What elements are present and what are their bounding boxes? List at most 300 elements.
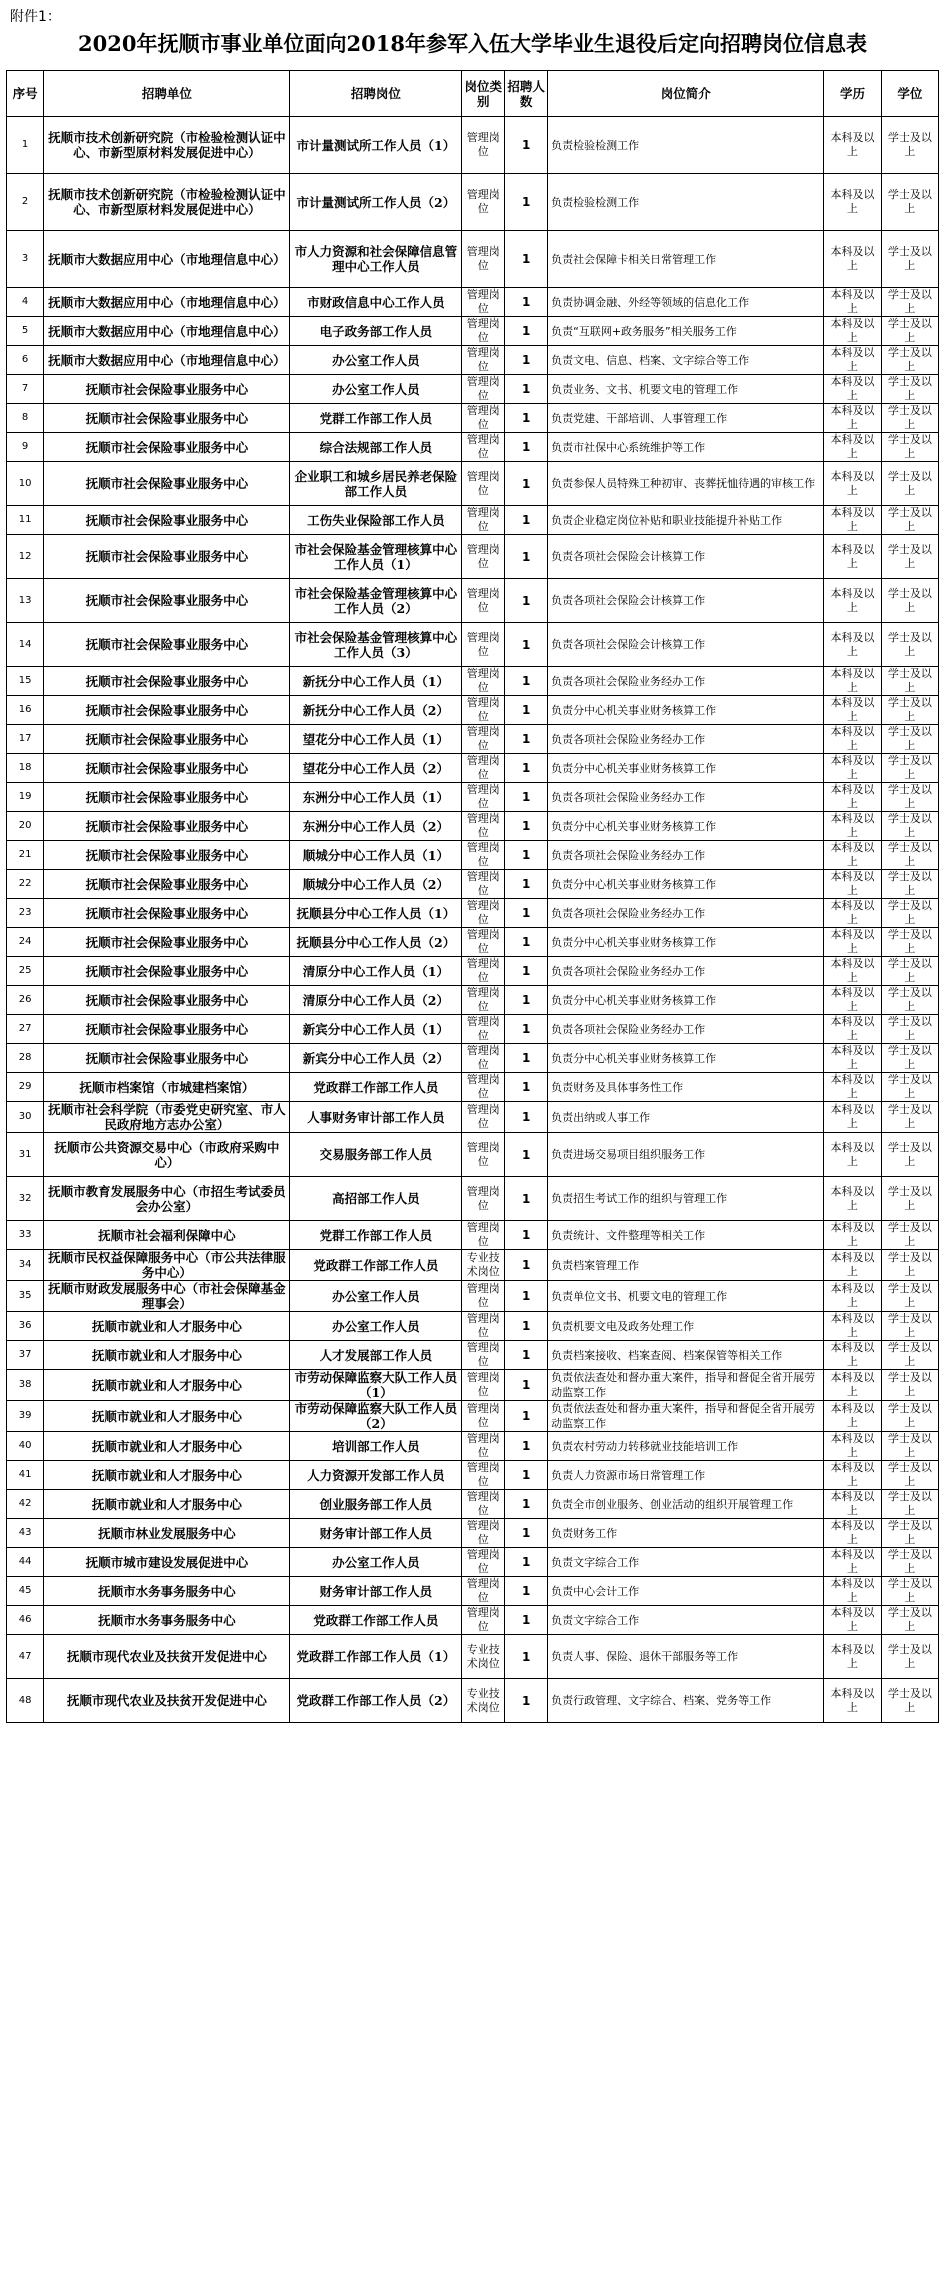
row-post: 办公室工作人员 bbox=[290, 1312, 462, 1341]
row-intro: 负责分中心机关事业财务核算工作 bbox=[548, 928, 824, 957]
row-count: 1 bbox=[505, 1432, 548, 1461]
row-category: 管理岗位 bbox=[462, 404, 505, 433]
row-category: 专业技术岗位 bbox=[462, 1250, 505, 1281]
row-no: 13 bbox=[7, 579, 44, 623]
row-post: 市计量测试所工作人员（2） bbox=[290, 174, 462, 231]
row-unit: 抚顺市社会福利保障中心 bbox=[44, 1221, 290, 1250]
table-row bbox=[7, 1341, 939, 1370]
table-row bbox=[7, 986, 939, 1015]
row-unit: 抚顺市现代农业及扶贫开发促进中心 bbox=[44, 1679, 290, 1723]
row-degree: 学士及以上 bbox=[881, 1102, 938, 1133]
row-degree: 学士及以上 bbox=[881, 1679, 938, 1723]
table-row bbox=[7, 1133, 939, 1177]
row-count: 1 bbox=[505, 1015, 548, 1044]
row-intro: 负责各项社会保险业务经办工作 bbox=[548, 841, 824, 870]
row-intro: 负责行政管理、文字综合、档案、党务等工作 bbox=[548, 1679, 824, 1723]
row-intro: 负责各项社会保险业务经办工作 bbox=[548, 783, 824, 812]
row-degree: 学士及以上 bbox=[881, 579, 938, 623]
row-degree: 学士及以上 bbox=[881, 783, 938, 812]
row-unit: 抚顺市社会保险事业服务中心 bbox=[44, 535, 290, 579]
row-degree: 学士及以上 bbox=[881, 433, 938, 462]
row-count: 1 bbox=[505, 1401, 548, 1432]
table-row bbox=[7, 1401, 939, 1432]
row-unit: 抚顺市社会保险事业服务中心 bbox=[44, 667, 290, 696]
row-unit: 抚顺市就业和人才服务中心 bbox=[44, 1341, 290, 1370]
table-row bbox=[7, 375, 939, 404]
row-education: 本科及以上 bbox=[824, 1635, 881, 1679]
row-unit: 抚顺市大数据应用中心（市地理信息中心） bbox=[44, 346, 290, 375]
row-education: 本科及以上 bbox=[824, 725, 881, 754]
row-intro: 负责各项社会保险业务经办工作 bbox=[548, 1015, 824, 1044]
row-post: 新宾分中心工作人员（1） bbox=[290, 1015, 462, 1044]
row-degree: 学士及以上 bbox=[881, 986, 938, 1015]
row-post: 党群工作部工作人员 bbox=[290, 404, 462, 433]
job-table bbox=[6, 70, 939, 1723]
row-category: 管理岗位 bbox=[462, 1370, 505, 1401]
table-row bbox=[7, 1635, 939, 1679]
row-education: 本科及以上 bbox=[824, 957, 881, 986]
table-row bbox=[7, 231, 939, 288]
table-row bbox=[7, 1102, 939, 1133]
table-row bbox=[7, 1281, 939, 1312]
row-count: 1 bbox=[505, 1312, 548, 1341]
row-unit: 抚顺市就业和人才服务中心 bbox=[44, 1432, 290, 1461]
row-education: 本科及以上 bbox=[824, 1281, 881, 1312]
row-intro: 负责各项社会保险会计核算工作 bbox=[548, 579, 824, 623]
row-unit: 抚顺市社会保险事业服务中心 bbox=[44, 841, 290, 870]
row-post: 交易服务部工作人员 bbox=[290, 1133, 462, 1177]
row-intro: 负责单位文书、机要文电的管理工作 bbox=[548, 1281, 824, 1312]
row-degree: 学士及以上 bbox=[881, 174, 938, 231]
row-no: 19 bbox=[7, 783, 44, 812]
row-category: 管理岗位 bbox=[462, 1312, 505, 1341]
row-count: 1 bbox=[505, 433, 548, 462]
header-education: 学历 bbox=[824, 71, 881, 117]
row-intro: 负责业务、文书、机要文电的管理工作 bbox=[548, 375, 824, 404]
row-post: 办公室工作人员 bbox=[290, 346, 462, 375]
row-education: 本科及以上 bbox=[824, 1044, 881, 1073]
header-row bbox=[7, 71, 939, 117]
row-count: 1 bbox=[505, 1044, 548, 1073]
row-degree: 学士及以上 bbox=[881, 1548, 938, 1577]
row-count: 1 bbox=[505, 841, 548, 870]
row-no: 27 bbox=[7, 1015, 44, 1044]
table-row bbox=[7, 725, 939, 754]
row-category: 管理岗位 bbox=[462, 462, 505, 506]
row-degree: 学士及以上 bbox=[881, 506, 938, 535]
row-count: 1 bbox=[505, 231, 548, 288]
row-count: 1 bbox=[505, 375, 548, 404]
row-degree: 学士及以上 bbox=[881, 375, 938, 404]
row-education: 本科及以上 bbox=[824, 841, 881, 870]
header-intro: 岗位简介 bbox=[548, 71, 824, 117]
row-category: 管理岗位 bbox=[462, 1281, 505, 1312]
row-education: 本科及以上 bbox=[824, 1250, 881, 1281]
row-no: 40 bbox=[7, 1432, 44, 1461]
row-count: 1 bbox=[505, 506, 548, 535]
row-intro: 负责分中心机关事业财务核算工作 bbox=[548, 696, 824, 725]
row-post: 财务审计部工作人员 bbox=[290, 1577, 462, 1606]
table-row bbox=[7, 1250, 939, 1281]
row-post: 办公室工作人员 bbox=[290, 1548, 462, 1577]
row-count: 1 bbox=[505, 117, 548, 174]
row-intro: 负责社会保障卡相关日常管理工作 bbox=[548, 231, 824, 288]
row-degree: 学士及以上 bbox=[881, 317, 938, 346]
row-count: 1 bbox=[505, 1102, 548, 1133]
row-no: 28 bbox=[7, 1044, 44, 1073]
row-post: 清原分中心工作人员（2） bbox=[290, 986, 462, 1015]
row-category: 管理岗位 bbox=[462, 1102, 505, 1133]
row-count: 1 bbox=[505, 1341, 548, 1370]
row-post: 顺城分中心工作人员（2） bbox=[290, 870, 462, 899]
row-education: 本科及以上 bbox=[824, 1461, 881, 1490]
table-row bbox=[7, 812, 939, 841]
row-degree: 学士及以上 bbox=[881, 1635, 938, 1679]
row-education: 本科及以上 bbox=[824, 346, 881, 375]
row-education: 本科及以上 bbox=[824, 1177, 881, 1221]
row-degree: 学士及以上 bbox=[881, 1490, 938, 1519]
row-intro: 负责检验检测工作 bbox=[548, 117, 824, 174]
row-education: 本科及以上 bbox=[824, 1073, 881, 1102]
row-category: 管理岗位 bbox=[462, 1133, 505, 1177]
table-row bbox=[7, 1548, 939, 1577]
row-no: 46 bbox=[7, 1606, 44, 1635]
row-unit: 抚顺市社会保险事业服务中心 bbox=[44, 957, 290, 986]
row-degree: 学士及以上 bbox=[881, 1250, 938, 1281]
row-count: 1 bbox=[505, 1281, 548, 1312]
row-unit: 抚顺市社会保险事业服务中心 bbox=[44, 899, 290, 928]
row-intro: 负责分中心机关事业财务核算工作 bbox=[548, 812, 824, 841]
row-category: 管理岗位 bbox=[462, 1221, 505, 1250]
row-education: 本科及以上 bbox=[824, 1432, 881, 1461]
table-row bbox=[7, 288, 939, 317]
row-intro: 负责各项社会保险业务经办工作 bbox=[548, 667, 824, 696]
row-post: 人事财务审计部工作人员 bbox=[290, 1102, 462, 1133]
table-body bbox=[7, 117, 939, 1723]
row-degree: 学士及以上 bbox=[881, 623, 938, 667]
row-count: 1 bbox=[505, 317, 548, 346]
row-count: 1 bbox=[505, 899, 548, 928]
row-degree: 学士及以上 bbox=[881, 1312, 938, 1341]
row-education: 本科及以上 bbox=[824, 1401, 881, 1432]
row-category: 管理岗位 bbox=[462, 1044, 505, 1073]
row-count: 1 bbox=[505, 579, 548, 623]
row-count: 1 bbox=[505, 404, 548, 433]
row-intro: 负责出纳或人事工作 bbox=[548, 1102, 824, 1133]
row-degree: 学士及以上 bbox=[881, 1401, 938, 1432]
row-intro: 负责机要文电及政务处理工作 bbox=[548, 1312, 824, 1341]
row-no: 18 bbox=[7, 754, 44, 783]
row-no: 36 bbox=[7, 1312, 44, 1341]
row-degree: 学士及以上 bbox=[881, 404, 938, 433]
table-row bbox=[7, 433, 939, 462]
row-intro: 负责档案管理工作 bbox=[548, 1250, 824, 1281]
row-education: 本科及以上 bbox=[824, 579, 881, 623]
row-intro: 负责中心会计工作 bbox=[548, 1577, 824, 1606]
row-intro: 负责全市创业服务、创业活动的组织开展管理工作 bbox=[548, 1490, 824, 1519]
row-degree: 学士及以上 bbox=[881, 870, 938, 899]
row-unit: 抚顺市民权益保障服务中心（市公共法律服务中心） bbox=[44, 1250, 290, 1281]
table-row bbox=[7, 317, 939, 346]
row-education: 本科及以上 bbox=[824, 231, 881, 288]
table-row bbox=[7, 957, 939, 986]
row-intro: 负责各项社会保险会计核算工作 bbox=[548, 535, 824, 579]
header-unit: 招聘单位 bbox=[44, 71, 290, 117]
row-unit: 抚顺市财政发展服务中心（市社会保障基金理事会） bbox=[44, 1281, 290, 1312]
row-category: 管理岗位 bbox=[462, 506, 505, 535]
row-education: 本科及以上 bbox=[824, 462, 881, 506]
row-no: 2 bbox=[7, 174, 44, 231]
row-degree: 学士及以上 bbox=[881, 117, 938, 174]
row-education: 本科及以上 bbox=[824, 1490, 881, 1519]
row-post: 办公室工作人员 bbox=[290, 375, 462, 404]
row-post: 顺城分中心工作人员（1） bbox=[290, 841, 462, 870]
row-category: 管理岗位 bbox=[462, 812, 505, 841]
row-education: 本科及以上 bbox=[824, 506, 881, 535]
row-degree: 学士及以上 bbox=[881, 1606, 938, 1635]
table-row bbox=[7, 1432, 939, 1461]
row-degree: 学士及以上 bbox=[881, 535, 938, 579]
row-count: 1 bbox=[505, 1461, 548, 1490]
row-unit: 抚顺市社会科学院（市委党史研究室、市人民政府地方志办公室） bbox=[44, 1102, 290, 1133]
row-education: 本科及以上 bbox=[824, 1370, 881, 1401]
row-post: 党政群工作部工作人员（1） bbox=[290, 1635, 462, 1679]
table-row bbox=[7, 667, 939, 696]
row-education: 本科及以上 bbox=[824, 783, 881, 812]
row-post: 新宾分中心工作人员（2） bbox=[290, 1044, 462, 1073]
row-unit: 抚顺市社会保险事业服务中心 bbox=[44, 812, 290, 841]
row-post: 创业服务部工作人员 bbox=[290, 1490, 462, 1519]
row-category: 管理岗位 bbox=[462, 1015, 505, 1044]
row-intro: 负责财务及具体事务性工作 bbox=[548, 1073, 824, 1102]
row-degree: 学士及以上 bbox=[881, 1177, 938, 1221]
row-education: 本科及以上 bbox=[824, 870, 881, 899]
table-row bbox=[7, 1461, 939, 1490]
row-no: 22 bbox=[7, 870, 44, 899]
page-title: 2020年抚顺市事业单位面向2018年参军入伍大学毕业生退役后定向招聘岗位信息表 bbox=[78, 31, 867, 56]
header-post: 招聘岗位 bbox=[290, 71, 462, 117]
row-post: 办公室工作人员 bbox=[290, 1281, 462, 1312]
row-count: 1 bbox=[505, 1370, 548, 1401]
row-education: 本科及以上 bbox=[824, 986, 881, 1015]
row-post: 东洲分中心工作人员（2） bbox=[290, 812, 462, 841]
row-count: 1 bbox=[505, 1548, 548, 1577]
row-no: 8 bbox=[7, 404, 44, 433]
row-post: 新抚分中心工作人员（1） bbox=[290, 667, 462, 696]
row-category: 管理岗位 bbox=[462, 317, 505, 346]
row-count: 1 bbox=[505, 725, 548, 754]
row-intro: 负责各项社会保险业务经办工作 bbox=[548, 957, 824, 986]
row-no: 17 bbox=[7, 725, 44, 754]
table-row bbox=[7, 696, 939, 725]
row-count: 1 bbox=[505, 812, 548, 841]
row-intro: 负责分中心机关事业财务核算工作 bbox=[548, 986, 824, 1015]
row-intro: 负责各项社会保险业务经办工作 bbox=[548, 899, 824, 928]
header-no: 序号 bbox=[7, 71, 44, 117]
row-post: 党群工作部工作人员 bbox=[290, 1221, 462, 1250]
row-education: 本科及以上 bbox=[824, 899, 881, 928]
row-intro: 负责党建、干部培训、人事管理工作 bbox=[548, 404, 824, 433]
row-no: 43 bbox=[7, 1519, 44, 1548]
row-unit: 抚顺市林业发展服务中心 bbox=[44, 1519, 290, 1548]
row-education: 本科及以上 bbox=[824, 1519, 881, 1548]
table-row bbox=[7, 841, 939, 870]
row-unit: 抚顺市水务事务服务中心 bbox=[44, 1577, 290, 1606]
row-count: 1 bbox=[505, 1679, 548, 1723]
row-no: 33 bbox=[7, 1221, 44, 1250]
row-degree: 学士及以上 bbox=[881, 346, 938, 375]
row-category: 管理岗位 bbox=[462, 725, 505, 754]
row-post: 市劳动保障监察大队工作人员（2） bbox=[290, 1401, 462, 1432]
row-intro: 负责依法查处和督办重大案件，指导和督促全省开展劳动监察工作 bbox=[548, 1370, 824, 1401]
row-no: 16 bbox=[7, 696, 44, 725]
row-unit: 抚顺市社会保险事业服务中心 bbox=[44, 696, 290, 725]
row-post: 市人力资源和社会保障信息管理中心工作人员 bbox=[290, 231, 462, 288]
row-degree: 学士及以上 bbox=[881, 754, 938, 783]
row-education: 本科及以上 bbox=[824, 288, 881, 317]
row-unit: 抚顺市档案馆（市城建档案馆） bbox=[44, 1073, 290, 1102]
row-count: 1 bbox=[505, 1177, 548, 1221]
row-unit: 抚顺市社会保险事业服务中心 bbox=[44, 1015, 290, 1044]
row-no: 39 bbox=[7, 1401, 44, 1432]
row-category: 管理岗位 bbox=[462, 870, 505, 899]
row-category: 管理岗位 bbox=[462, 288, 505, 317]
row-unit: 抚顺市就业和人才服务中心 bbox=[44, 1312, 290, 1341]
row-unit: 抚顺市就业和人才服务中心 bbox=[44, 1401, 290, 1432]
row-post: 高招部工作人员 bbox=[290, 1177, 462, 1221]
row-degree: 学士及以上 bbox=[881, 696, 938, 725]
row-degree: 学士及以上 bbox=[881, 1519, 938, 1548]
row-intro: 负责档案接收、档案查阅、档案保管等相关工作 bbox=[548, 1341, 824, 1370]
row-count: 1 bbox=[505, 928, 548, 957]
table-row bbox=[7, 117, 939, 174]
row-no: 12 bbox=[7, 535, 44, 579]
row-category: 管理岗位 bbox=[462, 928, 505, 957]
row-unit: 抚顺市社会保险事业服务中心 bbox=[44, 1044, 290, 1073]
row-post: 财务审计部工作人员 bbox=[290, 1519, 462, 1548]
row-category: 管理岗位 bbox=[462, 1577, 505, 1606]
row-unit: 抚顺市社会保险事业服务中心 bbox=[44, 433, 290, 462]
row-count: 1 bbox=[505, 535, 548, 579]
row-degree: 学士及以上 bbox=[881, 899, 938, 928]
row-intro: 负责文电、信息、档案、文字综合等工作 bbox=[548, 346, 824, 375]
table-row bbox=[7, 1312, 939, 1341]
row-count: 1 bbox=[505, 1606, 548, 1635]
row-post: 望花分中心工作人员（1） bbox=[290, 725, 462, 754]
row-education: 本科及以上 bbox=[824, 375, 881, 404]
row-count: 1 bbox=[505, 346, 548, 375]
row-unit: 抚顺市大数据应用中心（市地理信息中心） bbox=[44, 288, 290, 317]
row-intro: 负责分中心机关事业财务核算工作 bbox=[548, 754, 824, 783]
row-category: 管理岗位 bbox=[462, 1548, 505, 1577]
row-count: 1 bbox=[505, 1577, 548, 1606]
row-post: 市社会保险基金管理核算中心工作人员（1） bbox=[290, 535, 462, 579]
row-unit: 抚顺市教育发展服务中心（市招生考试委员会办公室） bbox=[44, 1177, 290, 1221]
row-intro: 负责财务工作 bbox=[548, 1519, 824, 1548]
row-education: 本科及以上 bbox=[824, 696, 881, 725]
row-category: 管理岗位 bbox=[462, 986, 505, 1015]
row-no: 5 bbox=[7, 317, 44, 346]
row-count: 1 bbox=[505, 754, 548, 783]
row-no: 21 bbox=[7, 841, 44, 870]
row-category: 管理岗位 bbox=[462, 1177, 505, 1221]
table-row bbox=[7, 1577, 939, 1606]
row-category: 管理岗位 bbox=[462, 375, 505, 404]
row-education: 本科及以上 bbox=[824, 317, 881, 346]
row-unit: 抚顺市社会保险事业服务中心 bbox=[44, 579, 290, 623]
row-education: 本科及以上 bbox=[824, 174, 881, 231]
row-unit: 抚顺市社会保险事业服务中心 bbox=[44, 462, 290, 506]
row-degree: 学士及以上 bbox=[881, 1133, 938, 1177]
row-intro: 负责分中心机关事业财务核算工作 bbox=[548, 1044, 824, 1073]
row-category: 管理岗位 bbox=[462, 623, 505, 667]
row-post: 党政群工作部工作人员 bbox=[290, 1606, 462, 1635]
row-education: 本科及以上 bbox=[824, 754, 881, 783]
row-degree: 学士及以上 bbox=[881, 928, 938, 957]
row-post: 市社会保险基金管理核算中心工作人员（3） bbox=[290, 623, 462, 667]
row-post: 企业职工和城乡居民养老保险部工作人员 bbox=[290, 462, 462, 506]
row-no: 45 bbox=[7, 1577, 44, 1606]
row-no: 34 bbox=[7, 1250, 44, 1281]
table-row bbox=[7, 506, 939, 535]
row-unit: 抚顺市大数据应用中心（市地理信息中心） bbox=[44, 231, 290, 288]
row-education: 本科及以上 bbox=[824, 404, 881, 433]
row-unit: 抚顺市公共资源交易中心（市政府采购中心） bbox=[44, 1133, 290, 1177]
table-row bbox=[7, 754, 939, 783]
row-count: 1 bbox=[505, 783, 548, 812]
row-post: 电子政务部工作人员 bbox=[290, 317, 462, 346]
row-no: 47 bbox=[7, 1635, 44, 1679]
row-education: 本科及以上 bbox=[824, 1606, 881, 1635]
row-degree: 学士及以上 bbox=[881, 725, 938, 754]
row-no: 11 bbox=[7, 506, 44, 535]
row-post: 市劳动保障监察大队工作人员（1） bbox=[290, 1370, 462, 1401]
row-no: 15 bbox=[7, 667, 44, 696]
header-degree: 学位 bbox=[881, 71, 938, 117]
row-category: 管理岗位 bbox=[462, 433, 505, 462]
table-row bbox=[7, 1519, 939, 1548]
row-unit: 抚顺市社会保险事业服务中心 bbox=[44, 986, 290, 1015]
row-no: 26 bbox=[7, 986, 44, 1015]
row-education: 本科及以上 bbox=[824, 623, 881, 667]
row-no: 7 bbox=[7, 375, 44, 404]
row-intro: 负责市社保中心系统维护等工作 bbox=[548, 433, 824, 462]
row-post: 市计量测试所工作人员（1） bbox=[290, 117, 462, 174]
row-no: 1 bbox=[7, 117, 44, 174]
table-row bbox=[7, 462, 939, 506]
row-count: 1 bbox=[505, 957, 548, 986]
row-degree: 学士及以上 bbox=[881, 1432, 938, 1461]
table-row bbox=[7, 870, 939, 899]
row-post: 工伤失业保险部工作人员 bbox=[290, 506, 462, 535]
row-category: 管理岗位 bbox=[462, 1461, 505, 1490]
row-degree: 学士及以上 bbox=[881, 462, 938, 506]
row-no: 42 bbox=[7, 1490, 44, 1519]
table-row bbox=[7, 1370, 939, 1401]
row-intro: 负责企业稳定岗位补贴和职业技能提升补贴工作 bbox=[548, 506, 824, 535]
row-count: 1 bbox=[505, 1073, 548, 1102]
table-row bbox=[7, 1177, 939, 1221]
row-no: 9 bbox=[7, 433, 44, 462]
table-row bbox=[7, 928, 939, 957]
row-category: 管理岗位 bbox=[462, 754, 505, 783]
row-degree: 学士及以上 bbox=[881, 288, 938, 317]
row-degree: 学士及以上 bbox=[881, 231, 938, 288]
table-row bbox=[7, 1606, 939, 1635]
row-unit: 抚顺市现代农业及扶贫开发促进中心 bbox=[44, 1635, 290, 1679]
row-no: 14 bbox=[7, 623, 44, 667]
row-post: 人力资源开发部工作人员 bbox=[290, 1461, 462, 1490]
